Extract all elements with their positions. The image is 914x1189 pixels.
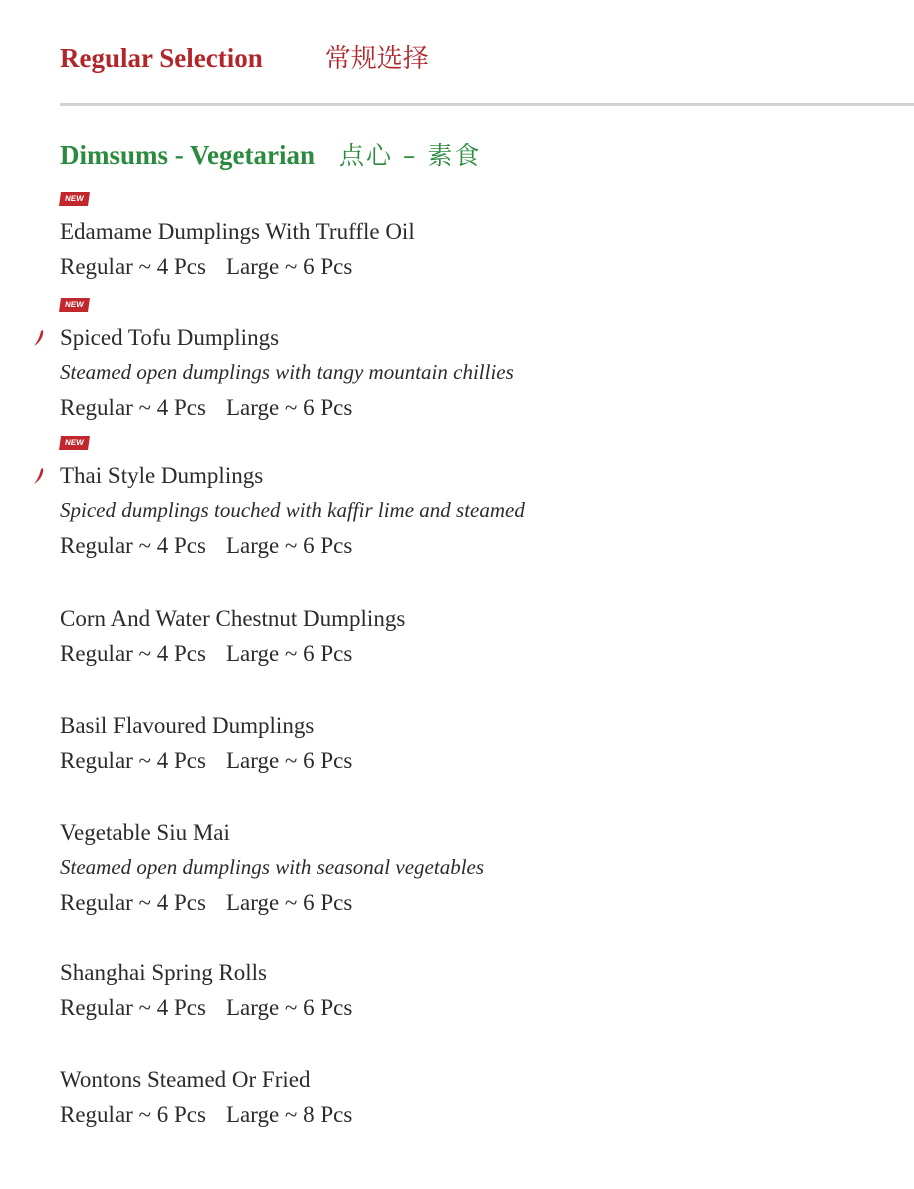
item-sizes (60, 390, 514, 425)
item-description: Steamed open dumplings with seasonal vegetables (60, 855, 485, 879)
regular-size: Regular ~ 4 Pcs (60, 254, 206, 279)
menu-item (60, 430, 525, 563)
large-size: Large ~ 6 Pcs (225, 995, 353, 1020)
header-divider (60, 103, 914, 106)
menu-item (60, 186, 415, 284)
item-sizes (60, 885, 484, 920)
item-name: Shanghai Spring Rolls (60, 960, 268, 985)
regular-size: Regular ~ 4 Pcs (60, 748, 206, 773)
large-size: Large ~ 6 Pcs (225, 748, 353, 773)
item-name: Corn And Water Chestnut Dumplings (60, 606, 406, 631)
item-sizes (60, 1097, 352, 1132)
section-title-chinese: 点心 – 素食 (339, 141, 482, 170)
new-badge: NEW (59, 298, 90, 312)
item-name: Spiced Tofu Dumplings (60, 325, 280, 350)
menu-item (60, 601, 405, 671)
regular-size: Regular ~ 4 Pcs (60, 641, 206, 666)
item-name: Vegetable Siu Mai (60, 820, 230, 845)
new-badge: NEW (59, 192, 90, 206)
regular-size: Regular ~ 4 Pcs (60, 995, 206, 1020)
new-badge: NEW (59, 436, 90, 450)
menu-item (60, 708, 352, 778)
item-sizes (60, 990, 352, 1025)
page-header (60, 38, 429, 75)
large-size: Large ~ 6 Pcs (225, 254, 353, 279)
large-size: Large ~ 6 Pcs (225, 533, 353, 558)
regular-size: Regular ~ 6 Pcs (60, 1102, 206, 1127)
item-sizes (60, 743, 352, 778)
large-size: Large ~ 6 Pcs (225, 395, 353, 420)
item-name: Thai Style Dumplings (60, 463, 264, 488)
section-heading (60, 136, 481, 172)
menu-item (60, 815, 484, 920)
chili-icon (32, 329, 46, 347)
item-description: Steamed open dumplings with tangy mountain chillies (60, 360, 514, 384)
menu-item (60, 955, 352, 1025)
large-size: Large ~ 6 Pcs (225, 641, 353, 666)
item-sizes (60, 528, 525, 563)
item-name: Edamame Dumplings With Truffle Oil (60, 219, 415, 244)
large-size: Large ~ 6 Pcs (225, 890, 353, 915)
regular-size: Regular ~ 4 Pcs (60, 533, 206, 558)
regular-size: Regular ~ 4 Pcs (60, 395, 206, 420)
menu-item (60, 292, 514, 425)
item-name: Wontons Steamed Or Fried (60, 1067, 311, 1092)
menu-item (60, 1062, 352, 1132)
item-sizes (60, 249, 415, 284)
item-sizes (60, 636, 405, 671)
regular-size: Regular ~ 4 Pcs (60, 890, 206, 915)
section-title: Dimsums - Vegetarian (60, 140, 315, 170)
item-description: Spiced dumplings touched with kaffir lime and steamed (60, 498, 525, 522)
page-title: Regular Selection (60, 43, 263, 73)
page-title-chinese: 常规选择 (324, 44, 429, 74)
chili-icon (32, 467, 46, 485)
large-size: Large ~ 8 Pcs (225, 1102, 353, 1127)
item-name: Basil Flavoured Dumplings (60, 713, 315, 738)
